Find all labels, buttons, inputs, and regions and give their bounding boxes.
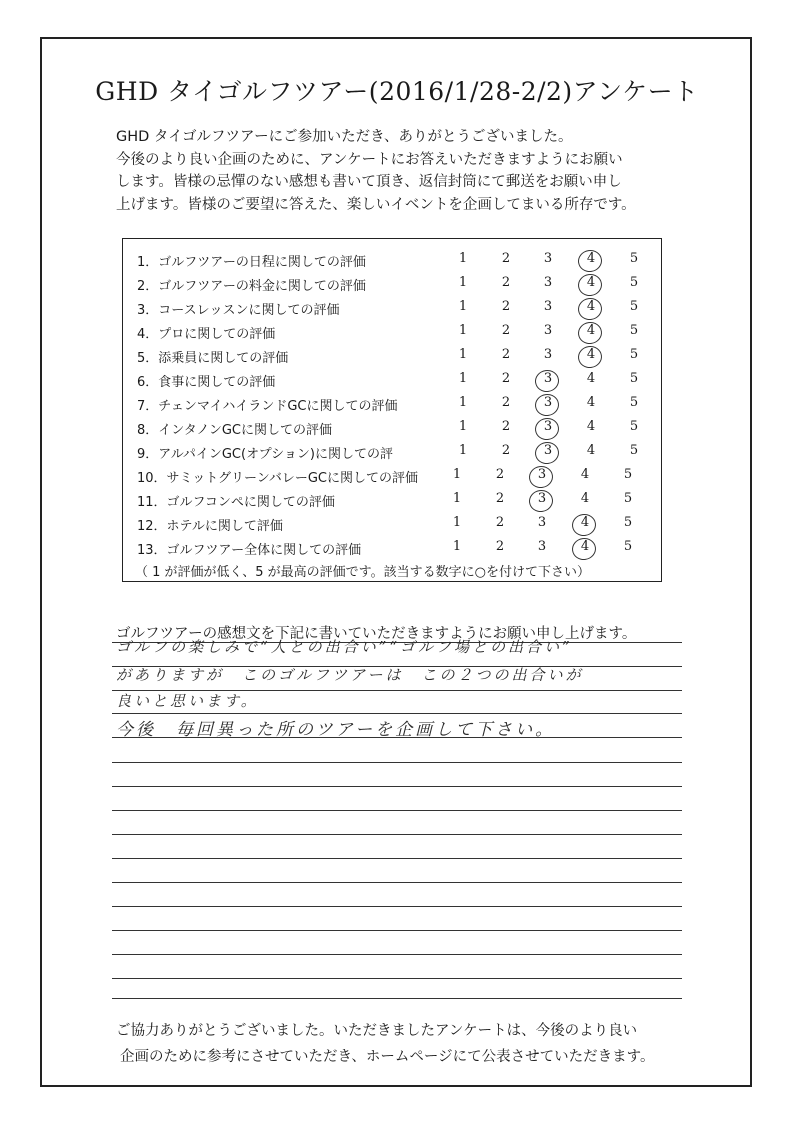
rating-option-1[interactable]: 1 [452, 515, 462, 530]
selected-circle-mark [577, 248, 604, 273]
rating-option-2[interactable]: 2 [501, 299, 511, 314]
rating-label: 8．インタノンGCに関しての評価 [137, 423, 332, 438]
rating-option-4[interactable] [581, 299, 601, 314]
selected-circle-mark [571, 536, 598, 561]
ruled-line [112, 762, 682, 763]
comment-heading: ゴルフツアーの感想文を下記に書いていただきますようにお願い申し上げます。 [116, 626, 637, 642]
rating-option-1[interactable]: 1 [452, 467, 462, 482]
selected-circle-mark [577, 272, 604, 297]
rating-label: 6．食事に関しての評価 [137, 375, 276, 390]
rating-option-text: 3 [537, 467, 547, 482]
rating-option-5[interactable]: 5 [629, 443, 639, 458]
ruled-line [112, 978, 682, 979]
rating-option-4[interactable]: 4 [580, 491, 590, 506]
rating-row [123, 391, 663, 415]
selected-circle-mark [534, 416, 561, 441]
rating-row [123, 463, 663, 487]
rating-row [123, 511, 663, 535]
ruled-line [112, 713, 682, 714]
selected-circle-mark [534, 440, 561, 465]
rating-option-3[interactable] [532, 491, 552, 506]
rating-label: 11．ゴルフコンペに関しての評価 [137, 495, 335, 510]
ruled-line [112, 930, 682, 931]
rating-option-text: 3 [537, 491, 547, 506]
rating-option-3[interactable] [532, 467, 552, 482]
footer-text [116, 1018, 654, 1070]
selected-circle-mark [528, 464, 555, 489]
ruled-line [112, 882, 682, 883]
handwritten-comment: ゴルフの楽しみで“人との出合い”“ゴルフ場との出合い” [116, 638, 573, 656]
rating-option-5[interactable]: 5 [623, 539, 633, 554]
rating-option-text: 3 [543, 419, 553, 434]
rating-option-5[interactable]: 5 [629, 419, 639, 434]
handwritten-comment: 今後 毎回異った所のツアーを企画して下さい。 [116, 720, 556, 740]
rating-option-text: 4 [586, 299, 596, 314]
rating-row [123, 271, 663, 295]
rating-option-2[interactable]: 2 [501, 395, 511, 410]
handwritten-comment: 良いと思います。 [116, 692, 259, 710]
selected-circle-mark [577, 320, 604, 345]
selected-circle-mark [528, 488, 555, 513]
ruled-line [112, 954, 682, 955]
rating-option-4[interactable] [581, 251, 601, 266]
rating-option-1[interactable]: 1 [458, 395, 468, 410]
rating-option-1[interactable]: 1 [458, 299, 468, 314]
rating-option-2[interactable]: 2 [495, 515, 505, 530]
selected-circle-mark [534, 392, 561, 417]
rating-option-2[interactable]: 2 [501, 443, 511, 458]
rating-option-5[interactable]: 5 [623, 515, 633, 530]
rating-option-4[interactable] [581, 275, 601, 290]
rating-label: 12．ホテルに関して評価 [137, 519, 283, 534]
rating-row [123, 439, 663, 463]
rating-option-5[interactable]: 5 [623, 467, 633, 482]
rating-note: （ 1 が評価が低く、5 が最高の評価です。該当する数字に○を付けて下さい） [135, 565, 590, 580]
rating-option-1[interactable]: 1 [458, 443, 468, 458]
rating-option-4[interactable]: 4 [586, 419, 596, 434]
rating-option-3[interactable] [538, 371, 558, 386]
rating-option-3[interactable] [538, 419, 558, 434]
rating-option-5[interactable]: 5 [629, 299, 639, 314]
selected-circle-mark [571, 512, 598, 537]
rating-label: 3．コースレッスンに関しての評価 [137, 303, 340, 318]
rating-option-text: 4 [580, 515, 590, 530]
ruled-line [112, 810, 682, 811]
rating-label: 9．アルパインGC(オプション)に関しての評 [137, 447, 393, 462]
rating-label: 10．サミットグリーンバレーGCに関しての評価 [137, 471, 419, 486]
rating-option-text: 3 [543, 395, 553, 410]
rating-option-3[interactable] [538, 443, 558, 458]
intro-paragraph [116, 126, 716, 216]
ruled-line [112, 906, 682, 907]
selected-circle-mark [577, 296, 604, 321]
rating-option-1[interactable]: 1 [458, 323, 468, 338]
rating-option-text: 4 [586, 323, 596, 338]
rating-option-5[interactable]: 5 [629, 275, 639, 290]
rating-option-text: 4 [586, 347, 596, 362]
rating-option-text: 4 [586, 275, 596, 290]
intro-line: 上げます。皆様のご要望に答えた、楽しいイベントを企画してまいる所存です。 [116, 196, 636, 213]
rating-option-5[interactable]: 5 [629, 323, 639, 338]
rating-option-4[interactable] [575, 515, 595, 530]
rating-option-2[interactable]: 2 [501, 419, 511, 434]
rating-option-text: 4 [586, 251, 596, 266]
ruled-line [112, 998, 682, 999]
footer-line: 企画のために参考にさせていただき、ホームページにて公表させていただきます。 [120, 1049, 655, 1065]
rating-option-3[interactable]: 3 [543, 275, 553, 290]
rating-label: 5．添乗員に関しての評価 [137, 351, 289, 366]
rating-option-text: 3 [543, 371, 553, 386]
rating-option-4[interactable]: 4 [586, 371, 596, 386]
rating-row [123, 367, 663, 391]
rating-option-2[interactable]: 2 [495, 539, 505, 554]
rating-option-1[interactable]: 1 [458, 275, 468, 290]
rating-option-2[interactable]: 2 [501, 371, 511, 386]
footer-line: ご協力ありがとうございました。いただきましたアンケートは、今後のより良い [116, 1023, 638, 1039]
intro-line: GHD タイゴルフツアーにご参加いただき、ありがとうございました。 [116, 129, 573, 145]
rating-option-5[interactable]: 5 [629, 395, 639, 410]
rating-option-1[interactable]: 1 [452, 491, 462, 506]
rating-option-3[interactable]: 3 [543, 347, 553, 362]
rating-option-1[interactable]: 1 [458, 419, 468, 434]
rating-row [123, 247, 663, 271]
ruled-line [112, 786, 682, 787]
rating-row [123, 319, 663, 343]
handwritten-comment: がありますが このゴルフツアーは この２つの出合いが [116, 666, 584, 684]
rating-option-1[interactable]: 1 [458, 371, 468, 386]
rating-option-3[interactable]: 3 [537, 515, 547, 530]
rating-option-5[interactable]: 5 [623, 491, 633, 506]
selected-circle-mark [577, 344, 604, 369]
rating-row [123, 343, 663, 367]
rating-row [123, 415, 663, 439]
intro-line: 今後のより良い企画のために、アンケートにお答えいただきますようにお願い [116, 151, 623, 168]
rating-option-4[interactable]: 4 [580, 467, 590, 482]
selected-circle-mark [534, 368, 561, 393]
rating-option-3[interactable]: 3 [543, 323, 553, 338]
rating-option-1[interactable]: 1 [452, 539, 462, 554]
rating-table [122, 238, 662, 582]
ruled-line [112, 858, 682, 859]
rating-label: 13．ゴルフツアー全体に関しての評価 [137, 543, 362, 558]
rating-option-2[interactable]: 2 [495, 467, 505, 482]
ruled-line [112, 834, 682, 835]
rating-option-4[interactable]: 4 [586, 443, 596, 458]
page-title: GHD タイゴルフツアー(2016/1/28-2/2)アンケート [95, 77, 699, 106]
rating-option-2[interactable]: 2 [501, 251, 511, 266]
rating-option-text: 3 [543, 443, 553, 458]
rating-option-5[interactable]: 5 [629, 371, 639, 386]
rating-option-4[interactable] [581, 347, 601, 362]
rating-option-2[interactable]: 2 [501, 347, 511, 362]
rating-option-3[interactable]: 3 [537, 539, 547, 554]
rating-label: 7．チェンマイハイランドGCに関しての評価 [137, 399, 398, 414]
rating-option-2[interactable]: 2 [501, 323, 511, 338]
intro-line: します。皆様の忌憚のない感想も書いて頂き、返信封筒にて郵送をお願い申し [116, 174, 622, 190]
rating-row [123, 487, 663, 511]
rating-option-2[interactable]: 2 [501, 275, 511, 290]
rating-label: 4．プロに関しての評価 [137, 327, 276, 342]
rating-label: 1．ゴルフツアーの日程に関しての評価 [137, 255, 366, 270]
rating-option-4[interactable] [575, 539, 595, 554]
rating-option-text: 4 [580, 539, 590, 554]
rating-option-3[interactable]: 3 [543, 251, 553, 266]
rating-row [123, 535, 663, 559]
rating-label: 2．ゴルフツアーの料金に関しての評価 [137, 279, 366, 294]
rating-option-4[interactable] [581, 323, 601, 338]
rating-option-3[interactable] [538, 395, 558, 410]
rating-option-5[interactable]: 5 [629, 347, 639, 362]
rating-option-3[interactable]: 3 [543, 299, 553, 314]
rating-option-5[interactable]: 5 [629, 251, 639, 266]
rating-option-1[interactable]: 1 [458, 347, 468, 362]
rating-option-4[interactable]: 4 [586, 395, 596, 410]
rating-option-2[interactable]: 2 [495, 491, 505, 506]
rating-option-1[interactable]: 1 [458, 251, 468, 266]
rating-row [123, 295, 663, 319]
